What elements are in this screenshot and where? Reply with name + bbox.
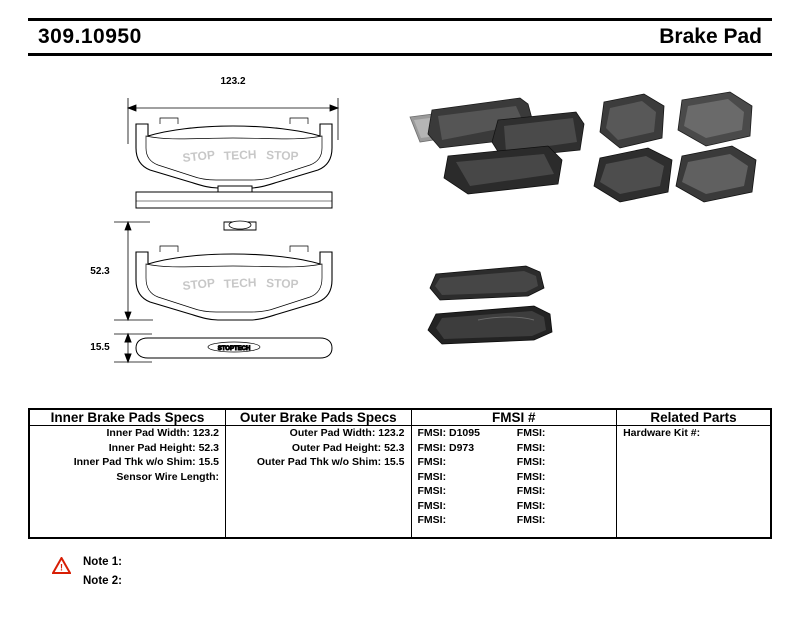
related-parts-cell — [617, 426, 771, 538]
fmsi-column-right — [517, 426, 616, 528]
svg-text:STOP: STOP — [265, 148, 299, 164]
fmsi-left-5: FMSI: — [417, 485, 447, 497]
fmsi-cell — [411, 426, 617, 538]
pad-photo-group-left — [410, 98, 584, 194]
note-1: Note 1: — [83, 556, 122, 568]
inner-specs-cell — [29, 426, 226, 538]
hardware-kit-line: Hardware Kit #: — [623, 427, 701, 439]
inner-spec-height: Inner Pad Height: 52.3 — [108, 441, 220, 454]
product-drawings — [28, 62, 772, 392]
outer-spec-height: Outer Pad Height: 52.3 — [291, 441, 405, 454]
fmsi-left-4: FMSI: — [417, 470, 447, 483]
bottom-pad-edge-view — [114, 334, 332, 362]
page-title: Brake Pad — [659, 25, 762, 48]
top-pad-outline — [128, 98, 338, 188]
svg-text:TECH: TECH — [223, 147, 257, 163]
column-header-outer-specs: Outer Brake Pads Specs — [226, 409, 412, 426]
table-body-row — [29, 426, 771, 538]
bottom-pad-outline — [136, 221, 332, 320]
fmsi-right-6: FMSI: — [516, 499, 546, 512]
svg-text:STOP: STOP — [181, 275, 216, 293]
fmsi-left-7: FMSI: — [417, 514, 447, 526]
svg-text:STOP: STOP — [181, 147, 216, 165]
fmsi-left-6: FMSI: — [417, 499, 447, 512]
fmsi-column-left — [418, 426, 517, 528]
dimension-height-label: 52.3 — [90, 266, 110, 277]
note-2: Note 2: — [83, 575, 122, 587]
warning-icon — [52, 557, 71, 579]
document-header — [28, 18, 772, 56]
fmsi-right-7: FMSI: — [516, 514, 546, 526]
dimension-thickness-label: 15.5 — [90, 342, 110, 353]
outer-spec-width: Outer Pad Width: 123.2 — [289, 427, 405, 439]
column-header-fmsi: FMSI # — [411, 409, 617, 426]
column-header-related-parts: Related Parts — [617, 409, 771, 426]
outer-spec-thickness: Outer Pad Thk w/o Shim: 15.5 — [256, 456, 405, 468]
svg-text:!: ! — [60, 562, 63, 573]
column-header-inner-specs: Inner Brake Pads Specs — [29, 409, 226, 426]
pad-photo-group-center — [428, 266, 552, 344]
specifications-table — [28, 408, 772, 539]
part-number: 309.10950 — [38, 25, 142, 48]
dimension-width-label: 123.2 — [220, 76, 246, 87]
fmsi-right-5: FMSI: — [516, 485, 546, 497]
fmsi-right-2: FMSI: — [516, 441, 546, 454]
outer-specs-cell — [226, 426, 412, 538]
fmsi-left-3: FMSI: — [417, 456, 447, 468]
fmsi-left-2: FMSI: D973 — [417, 441, 475, 454]
table-header-row — [29, 409, 771, 426]
pad-photo-group-right — [594, 92, 756, 202]
inner-spec-sensor-wire: Sensor Wire Length: — [116, 470, 220, 483]
svg-text:STOPTECH: STOPTECH — [217, 346, 251, 352]
svg-text:STOP: STOP — [265, 276, 299, 292]
inner-spec-width: Inner Pad Width: 123.2 — [106, 427, 220, 439]
fmsi-right-1: FMSI: — [516, 427, 546, 439]
top-pad-edge-view — [136, 186, 332, 208]
fmsi-right-4: FMSI: — [516, 470, 546, 483]
svg-text:TECH: TECH — [223, 275, 257, 291]
inner-spec-thickness: Inner Pad Thk w/o Shim: 15.5 — [73, 456, 220, 468]
notes-section — [52, 553, 122, 591]
fmsi-left-1: FMSI: D1095 — [417, 427, 480, 439]
fmsi-right-3: FMSI: — [516, 456, 546, 468]
